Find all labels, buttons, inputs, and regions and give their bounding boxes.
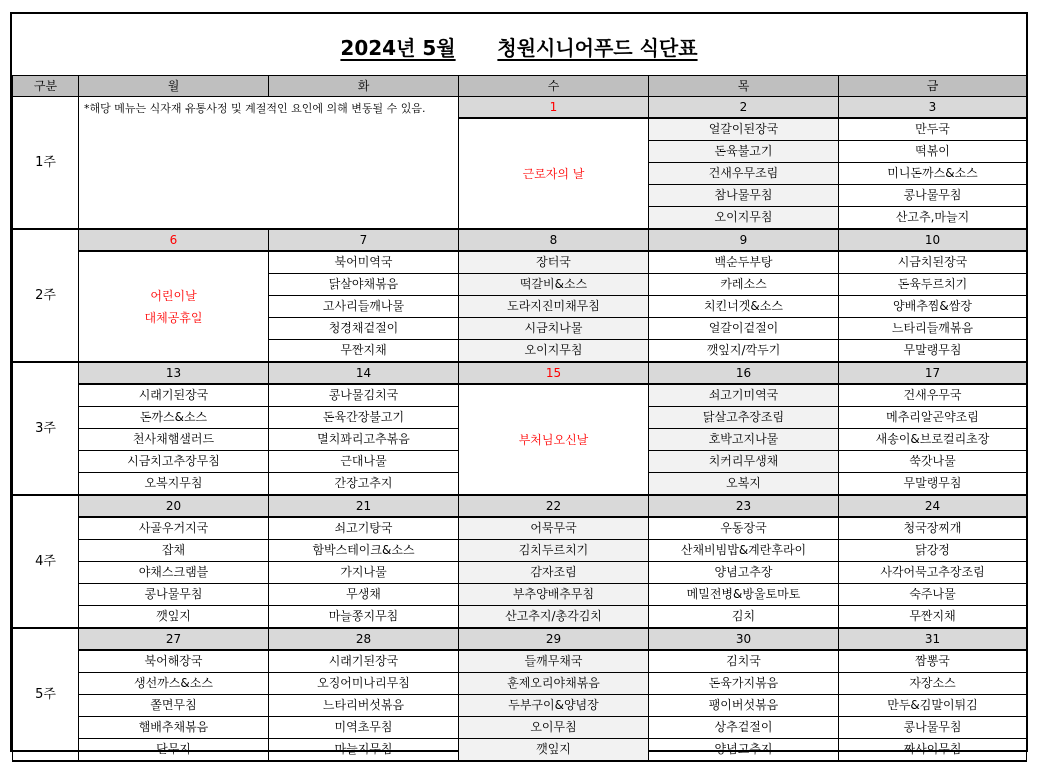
menu-item: 산고추지/총각김치 [459,606,649,629]
menu-item: 닭살야채볶음 [269,274,459,296]
menu-item: 돈육간장불고기 [269,407,459,429]
menu-item: 돈육두르치기 [839,274,1027,296]
header-row [13,76,1027,97]
menu-item: 김치 [649,606,839,629]
menu-item: 북어미역국 [269,251,459,274]
header-cell: 목 [649,76,839,97]
date-row [13,628,1027,650]
date-row [13,362,1027,384]
date-cell: 16 [649,362,839,384]
menu-item: 새송이&브로컬리초장 [839,429,1027,451]
menu-item: 쇠고기미역국 [649,384,839,407]
holiday-cell: 어린이날 대체공휴일 [79,251,269,362]
menu-item: 근대나물 [269,451,459,473]
menu-item: 만두&김말이튀김 [839,695,1027,717]
menu-item: 메추리알곤약조림 [839,407,1027,429]
menu-item: 쫄면무침 [79,695,269,717]
date-cell: 27 [79,628,269,650]
menu-item: 오이무침 [459,717,649,739]
menu-item: 시래기된장국 [79,384,269,407]
header-cell: 구분 [13,76,79,97]
menu-item: 잡채 [79,540,269,562]
menu-item: 야채스크램블 [79,562,269,584]
date-cell: 3 [839,97,1027,119]
menu-item: 청국장찌개 [839,517,1027,540]
menu-item: 상추겉절이 [649,717,839,739]
menu-item: 콩나물무침 [839,717,1027,739]
menu-item: 팽이버섯볶음 [649,695,839,717]
menu-item: 미니돈까스&소스 [839,163,1027,185]
title-year: 2024년 5월 [340,36,456,60]
date-cell: 9 [649,229,839,251]
menu-item: 사각어묵고추장조림 [839,562,1027,584]
menu-item: 북어해장국 [79,650,269,673]
menu-item: 어묵무국 [459,517,649,540]
date-row [13,229,1027,251]
menu-item: 멸치꽈리고추볶음 [269,429,459,451]
date-cell: 29 [459,628,649,650]
date-cell: 6 [79,229,269,251]
page-title [12,32,1026,61]
week-label: 5주 [13,628,79,761]
menu-item: 콩나물무침 [839,185,1027,207]
header-cell: 월 [79,76,269,97]
date-cell: 20 [79,495,269,517]
menu-item: 무짠지채 [839,606,1027,629]
menu-item: 얼갈이된장국 [649,118,839,141]
menu-item: 무생채 [269,584,459,606]
menu-item: 깻잎지 [459,739,649,762]
menu-item: 산고추,마늘지 [839,207,1027,230]
menu-item: 사골우거지국 [79,517,269,540]
menu-item: 가지나물 [269,562,459,584]
menu-item: 돈육가지볶음 [649,673,839,695]
menu-item: 청경채겉절이 [269,318,459,340]
menu-item: 백순두부탕 [649,251,839,274]
menu-item: 카레소스 [649,274,839,296]
menu-item: 양배추찜&쌈장 [839,296,1027,318]
menu-item: 미역초무침 [269,717,459,739]
menu-item: 짬뽕국 [839,650,1027,673]
menu-row [13,650,1027,673]
menu-item: 무말랭무침 [839,340,1027,363]
notice-text: *해당 메뉴는 식자재 유통사정 및 계절적인 요인에 의해 변동될 수 있음. [79,97,459,230]
date-cell: 15 [459,362,649,384]
menu-item: 양념고추지 [649,739,839,762]
menu-row [13,606,1027,629]
menu-sheet [10,12,1028,756]
date-cell: 28 [269,628,459,650]
menu-item: 양념고추장 [649,562,839,584]
menu-item: 천사채햄샐러드 [79,429,269,451]
menu-item: 콩나물무침 [79,584,269,606]
menu-item: 마늘지무침 [269,739,459,762]
menu-item: 장터국 [459,251,649,274]
menu-item: 오복지무침 [79,473,269,496]
menu-item: 훈제오리야채볶음 [459,673,649,695]
date-cell: 8 [459,229,649,251]
menu-item: 시금치된장국 [839,251,1027,274]
menu-item: 떡갈비&소스 [459,274,649,296]
title-name: 청원시니어푸드 식단표 [497,36,698,60]
menu-item: 호박고지나물 [649,429,839,451]
menu-item: 돈까스&소스 [79,407,269,429]
menu-row [13,739,1027,762]
date-cell: 24 [839,495,1027,517]
menu-item: 고사리들깨나물 [269,296,459,318]
header-cell: 화 [269,76,459,97]
menu-item: 치커리무생채 [649,451,839,473]
menu-item: 생선까스&소스 [79,673,269,695]
menu-item: 오이지무침 [649,207,839,230]
menu-item: 시금치고추장무침 [79,451,269,473]
menu-item: 산채비빔밥&계란후라이 [649,540,839,562]
menu-row [13,717,1027,739]
menu-item: 함박스테이크&소스 [269,540,459,562]
menu-item: 감자조림 [459,562,649,584]
menu-item: 건새우무조림 [649,163,839,185]
menu-item: 단무지 [79,739,269,762]
menu-item: 짜사이무침 [839,739,1027,762]
menu-item: 간장고추지 [269,473,459,496]
date-cell: 14 [269,362,459,384]
menu-item: 오징어미나리무침 [269,673,459,695]
menu-row [13,251,1027,274]
date-cell: 7 [269,229,459,251]
menu-item: 떡볶이 [839,141,1027,163]
menu-item: 자장소스 [839,673,1027,695]
menu-item: 깻잎지 [79,606,269,629]
date-cell: 1 [459,97,649,119]
menu-item: 얼갈이겉절이 [649,318,839,340]
header-cell: 금 [839,76,1027,97]
menu-item: 치킨너겟&소스 [649,296,839,318]
date-cell: 21 [269,495,459,517]
date-cell: 13 [79,362,269,384]
menu-item: 메밀전병&방울토마토 [649,584,839,606]
date-cell: 17 [839,362,1027,384]
date-cell: 22 [459,495,649,517]
menu-item: 김치두르치기 [459,540,649,562]
menu-item: 들깨무채국 [459,650,649,673]
menu-item: 깻잎지/깍두기 [649,340,839,363]
menu-item: 김치국 [649,650,839,673]
menu-item: 도라지진미채무침 [459,296,649,318]
menu-row [13,540,1027,562]
date-row [13,495,1027,517]
menu-item: 시래기된장국 [269,650,459,673]
date-cell: 10 [839,229,1027,251]
menu-item: 쇠고기탕국 [269,517,459,540]
menu-item: 우동장국 [649,517,839,540]
date-cell: 2 [649,97,839,119]
date-cell: 31 [839,628,1027,650]
menu-table [12,75,1027,762]
holiday-cell: 부처님오신날 [459,384,649,495]
title-row [12,14,1026,76]
menu-item: 두부구이&양념장 [459,695,649,717]
menu-item: 닭강정 [839,540,1027,562]
week-label: 3주 [13,362,79,495]
date-cell: 23 [649,495,839,517]
menu-item: 콩나물김치국 [269,384,459,407]
menu-item: 오이지무침 [459,340,649,363]
menu-item: 시금치나물 [459,318,649,340]
menu-item: 건새우무국 [839,384,1027,407]
menu-row [13,517,1027,540]
menu-item: 무말랭무침 [839,473,1027,496]
menu-item: 마늘쫑지무침 [269,606,459,629]
menu-item: 닭살고추장조림 [649,407,839,429]
menu-row [13,584,1027,606]
menu-row [13,384,1027,407]
menu-item: 햄배추채볶음 [79,717,269,739]
menu-item: 부추양배추무침 [459,584,649,606]
menu-item: 쑥갓나물 [839,451,1027,473]
header-cell: 수 [459,76,649,97]
menu-item: 무짠지채 [269,340,459,363]
week-label: 2주 [13,229,79,362]
menu-item: 만두국 [839,118,1027,141]
menu-item: 느타리들깨볶음 [839,318,1027,340]
week-label: 4주 [13,495,79,628]
menu-row [13,673,1027,695]
menu-item: 돈육불고기 [649,141,839,163]
menu-item: 느타리버섯볶음 [269,695,459,717]
date-cell: 30 [649,628,839,650]
menu-row [13,562,1027,584]
menu-item: 숙주나물 [839,584,1027,606]
menu-item: 참나물무침 [649,185,839,207]
week-label: 1주 [13,97,79,230]
menu-item: 오복지 [649,473,839,496]
holiday-cell: 근로자의 날 [459,118,649,229]
menu-row [13,695,1027,717]
date-row [13,97,1027,119]
